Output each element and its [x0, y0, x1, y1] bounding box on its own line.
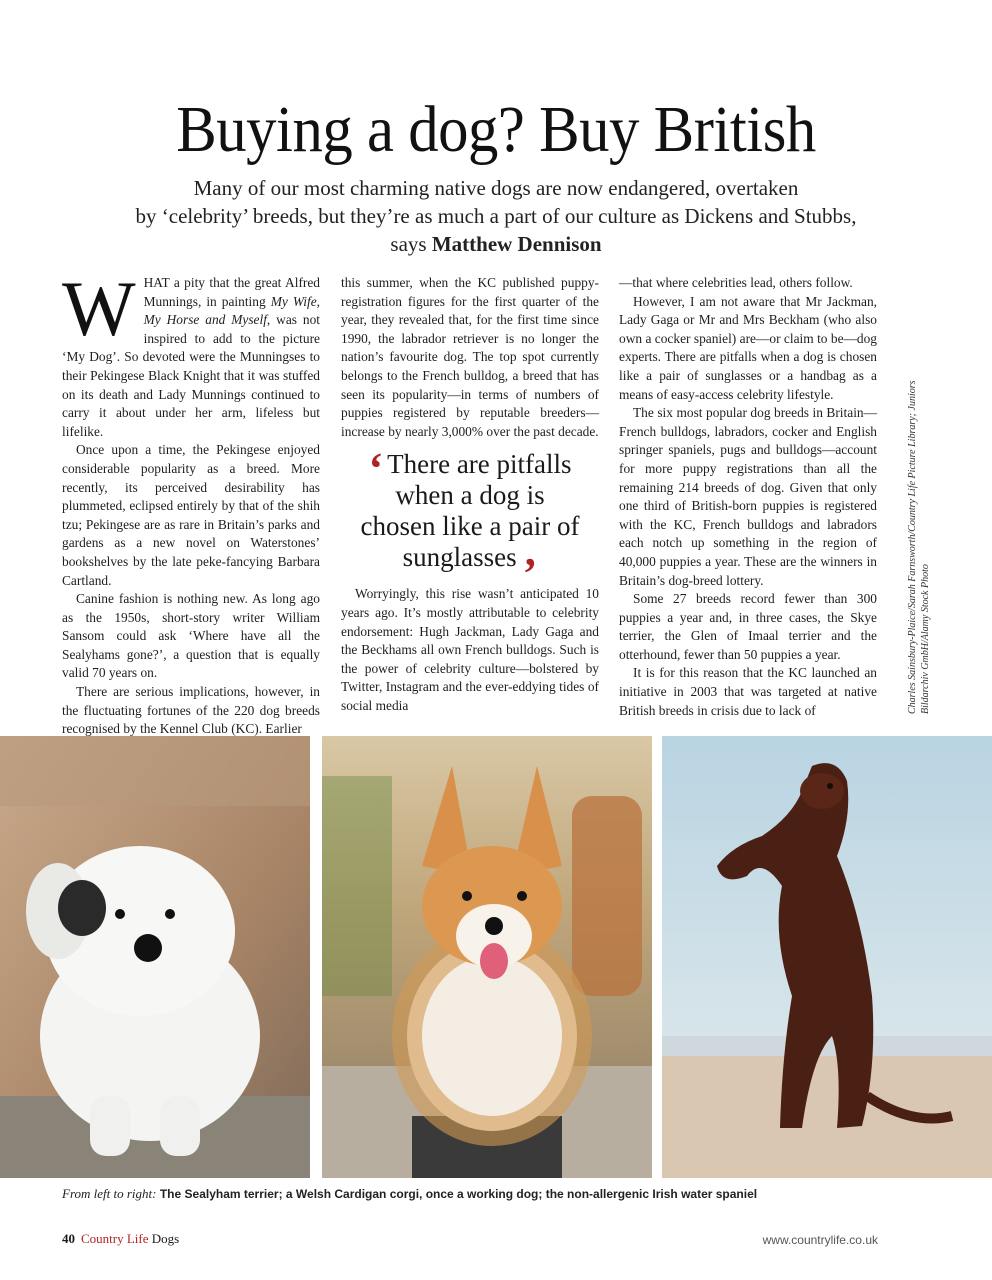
standfirst-line-2: by ‘celebrity’ breeds, but they’re as much a part of our culture as Dickens and Stubbs, [135, 204, 857, 228]
pull-quote-text: There are pitfalls when a dog is chosen like a pair of sunglasses [360, 449, 580, 573]
photo-caption [62, 1186, 942, 1202]
paragraph: this summer, when the KC published puppy-registration figures for the first quarter of the year, they revealed that, for the first time since 1990, the labrador retriever is no longer the nation’s favourite dog. The top spot currently belongs to the French bulldog, a breed that has seen its popularity—in terms of numbers of puppies registered by reputable breeders—increase by nearly 3,000% over the past decade. [341, 275, 599, 439]
photo-credit: Charles Sainsbury-Plaice/Sarah Farnsworth/Country Life Picture Library; Juniors Bildarchiv GmbH/Alamy Stock Photo [907, 380, 931, 714]
paragraph [62, 265, 321, 441]
article-column-1 [62, 265, 321, 739]
paragraph-text: HAT a pity that the great Alfred Munnings, in painting [143, 275, 320, 309]
paragraph: Canine fashion is nothing new. As long ago as the 1950s, short-story writer William Sansom could ask ‘Where have all the Sealyhams gone?’, a question that is equally valid 70 years on. [62, 591, 320, 681]
author-name: Matthew Dennison [431, 232, 602, 256]
photo-welsh-corgi [322, 736, 652, 1178]
website-url: www.countrylife.co.uk [762, 1233, 878, 1247]
paragraph: However, I am not aware that Mr Jackman, Lady Gaga or Mr and Mrs Beckham (who also own a cocker spaniel) are—or claim to be—dog experts. There are pitfalls when a dog is chosen like a pair of sunglasses or a handbag as a means of easy-access celebrity lifestyle. [619, 293, 877, 402]
paragraph: The six most popular dog breeds in Britain—French bulldogs, labradors, cocker and English springer spaniels, pugs and bulldogs—account for more puppy registrations than all the remaining 214 breeds of dog. Given that only one third of British-born puppies is registered with the KC, French bulldogs and labradors each notch up something in the region of 40,000 puppies a year. These are the winners in Britain’s dog-breed lottery. [619, 405, 877, 588]
paragraph: Once upon a time, the Pekingese enjoyed considerable popularity as a breed. More recently, its perceived desirability has plummeted, eclipsed entirely by that of the shih tzu; Pekingese are as rare in Britain’s parks and gardens as a new novel on Waterstones’ bookshelves by the late peke-fancying Barbara Cartland. [62, 442, 320, 588]
article-column-2 [341, 274, 599, 716]
painting-title: My Wife, My Horse and Myself [143, 293, 321, 328]
drop-cap: W [62, 265, 136, 352]
paragraph: Worryingly, this rise wasn’t anticipated 10 years ago. It’s mostly attributable to celebrity endorsement: Hugh Jackman, Lady Gaga and the Beckhams all own French bulldogs. Such is the power of celebrity culture—bolstered by Twitter, Instagram and the ever-eddying tides of social media [341, 586, 599, 713]
paragraph: —that where celebrities lead, others follow. [619, 275, 853, 290]
standfirst-byline [40, 230, 952, 258]
section-name: Dogs [151, 1231, 180, 1246]
photo-sealyham-terrier [0, 736, 310, 1178]
standfirst [40, 174, 952, 258]
caption-text: The Sealyham terrier; a Welsh Cardigan corgi, once a working dog; the non-allergenic Irish water spaniel [159, 1187, 758, 1201]
paragraph: It is for this reason that the KC launched an initiative in 2003 that was targeted at native British breeds in crisis due to lack of [619, 665, 877, 718]
headline: Buying a dog? Buy British [176, 93, 816, 166]
pull-quote [341, 444, 599, 599]
paragraph: There are serious implications, however, in the fluctuating fortunes of the 220 dog breeds recognised by the Kennel Club (KC). Earlier [62, 684, 320, 737]
footer-folio [62, 1231, 179, 1247]
magazine-brand: Country Life [81, 1231, 149, 1246]
close-quote-icon: ’ [522, 549, 538, 599]
paragraph-text: , was not inspired to add to the picture ‘My Dog’. So devoted were the Munningses to their Pekingese Black Knight that it was stuffed on its death and Lady Munnings continued to carry it about under her arm, lifeless but lifelike. [62, 312, 320, 439]
paragraph: Some 27 breeds record fewer than 300 puppies a year and, in three cases, the Skye terrier, the Glen of Imaal terrier and the otterhound, fewer than 50 puppies a year. [619, 591, 877, 662]
open-quote-icon: ‘ [368, 444, 384, 494]
page-number: 40 [62, 1231, 75, 1246]
byline-says: says [390, 232, 427, 256]
caption-lead: From left to right: [62, 1186, 157, 1201]
article-column-3 [619, 274, 877, 720]
standfirst-line-1: Many of our most charming native dogs are now endangered, overtaken [193, 176, 799, 200]
photo-irish-water-spaniel [662, 736, 992, 1178]
